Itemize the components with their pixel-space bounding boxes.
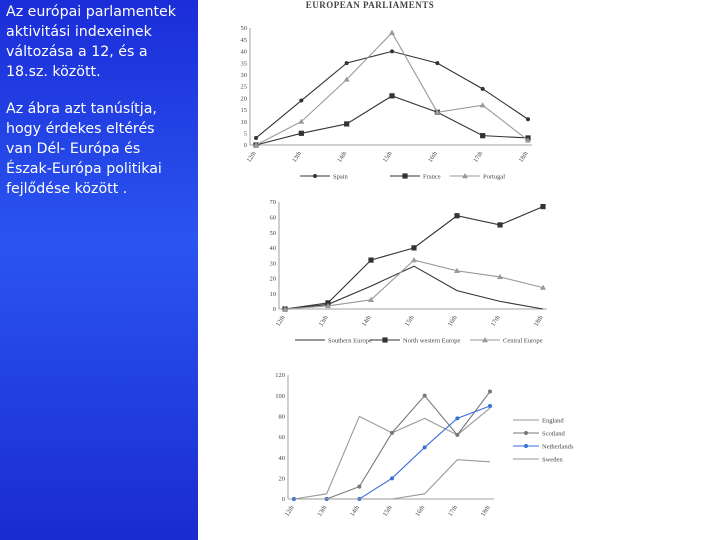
- y-tick-label: 60: [278, 434, 285, 442]
- legend-label: Scotland: [542, 430, 565, 438]
- y-tick-label: 35: [240, 60, 247, 68]
- chart-european-parliaments: [240, 0, 570, 190]
- x-tick-label: 16th: [414, 504, 427, 518]
- x-tick-label: 14th: [360, 314, 373, 328]
- legend-marker: [524, 444, 528, 448]
- y-tick-label: 10: [240, 118, 247, 126]
- data-point: [526, 117, 530, 121]
- legend-label: France: [423, 173, 441, 181]
- data-point: [454, 213, 459, 218]
- data-point: [390, 431, 394, 435]
- data-point: [435, 61, 439, 65]
- data-point: [481, 87, 485, 91]
- data-point: [299, 131, 304, 136]
- data-point: [345, 61, 349, 65]
- y-tick-label: 120: [275, 372, 285, 380]
- slide-text-line: változása a 12, és a: [6, 44, 148, 60]
- data-point: [480, 102, 486, 107]
- y-tick-label: 40: [240, 48, 247, 56]
- legend-label: Central Europe: [503, 337, 543, 345]
- data-point: [357, 485, 361, 489]
- y-tick-label: 5: [243, 130, 247, 138]
- x-tick-label: 17th: [489, 314, 502, 328]
- x-tick-label: 18th: [517, 150, 530, 164]
- data-point: [254, 136, 258, 140]
- legend-label: Southern Europe: [328, 337, 372, 345]
- y-tick-label: 25: [240, 83, 247, 91]
- legend-label: Portugal: [483, 173, 506, 181]
- data-point: [344, 121, 349, 126]
- y-tick-label: 45: [240, 36, 247, 44]
- x-tick-label: 16th: [446, 314, 459, 328]
- y-tick-label: 20: [240, 95, 247, 103]
- x-tick-label: 14th: [348, 504, 362, 518]
- y-tick-label: 40: [278, 454, 285, 462]
- slide-text-line: hogy érdekes eltérés: [6, 121, 155, 137]
- data-point: [455, 433, 459, 437]
- x-tick-label: 15th: [381, 150, 394, 164]
- data-point: [368, 257, 373, 262]
- x-tick-label: 16th: [426, 150, 440, 164]
- y-tick-label: 40: [269, 245, 276, 253]
- y-tick-label: 10: [269, 290, 276, 298]
- legend-label: Netherlands: [542, 443, 574, 451]
- data-point: [423, 394, 427, 398]
- x-tick-label: 12th: [245, 150, 258, 164]
- y-tick-label: 20: [269, 275, 276, 283]
- x-tick-label: 18th: [479, 504, 492, 518]
- data-point: [411, 245, 416, 250]
- slide-text-line: van Dél- Európa és: [6, 141, 141, 157]
- slide-text-line: Észak-Európa politikai: [6, 161, 162, 177]
- data-point: [389, 30, 395, 35]
- series-line: [256, 96, 528, 145]
- data-point: [540, 204, 545, 209]
- x-tick-label: 13th: [316, 504, 329, 518]
- data-point: [455, 416, 459, 420]
- series-line: [294, 406, 490, 499]
- chart-regions: [255, 192, 585, 352]
- legend-label: Sweden: [542, 456, 563, 464]
- legend-marker: [524, 431, 528, 435]
- y-tick-label: 100: [275, 392, 285, 400]
- slide-text-panel: [0, 0, 198, 540]
- y-tick-label: 50: [269, 229, 276, 237]
- y-tick-label: 80: [278, 413, 285, 421]
- data-point: [480, 133, 485, 138]
- data-point: [423, 445, 427, 449]
- data-point: [390, 476, 394, 480]
- series-line: [294, 392, 490, 499]
- series-line: [285, 266, 543, 309]
- x-tick-label: 13th: [317, 314, 330, 328]
- slide-text-line: Az európai parlamentek: [6, 4, 176, 20]
- legend-marker: [402, 173, 407, 178]
- data-point: [488, 390, 492, 394]
- x-tick-label: 15th: [381, 504, 394, 518]
- x-tick-label: 17th: [472, 150, 485, 164]
- x-tick-label: 13th: [290, 150, 304, 164]
- x-tick-label: 18th: [532, 314, 545, 328]
- data-point: [411, 257, 417, 262]
- slide-paragraph-intro: [6, 2, 176, 82]
- y-tick-label: 50: [240, 25, 247, 33]
- slide-text-line: 18.sz. között.: [6, 64, 101, 80]
- x-tick-label: 17th: [446, 504, 460, 518]
- legend-label: North western Europe: [403, 337, 461, 345]
- x-tick-label: 14th: [336, 150, 349, 164]
- series-line: [294, 408, 490, 499]
- legend-label: England: [542, 417, 564, 425]
- legend-marker: [382, 337, 387, 342]
- y-tick-label: 0: [281, 496, 285, 504]
- x-tick-label: 12th: [274, 314, 287, 328]
- chart-title: EUROPEAN PARLIAMENTS: [305, 0, 435, 10]
- y-tick-label: 70: [269, 199, 276, 207]
- y-tick-label: 30: [240, 72, 247, 79]
- y-tick-label: 0: [243, 142, 247, 150]
- chart-countries: [268, 368, 574, 540]
- slide-text-line: Az ábra azt tanúsítja,: [6, 101, 157, 117]
- data-point: [299, 99, 303, 103]
- x-tick-label: 12th: [283, 504, 296, 518]
- y-tick-label: 60: [269, 214, 276, 222]
- y-tick-label: 0: [272, 306, 276, 314]
- data-point: [390, 49, 394, 53]
- slide-text-line: aktivitási indexeinek: [6, 24, 152, 40]
- slide-paragraph-conclusion: [6, 99, 162, 199]
- slide-text-line: fejlődése között .: [6, 181, 128, 197]
- data-point: [488, 404, 492, 408]
- y-tick-label: 30: [269, 260, 276, 268]
- y-tick-label: 15: [240, 107, 247, 115]
- legend-marker: [313, 174, 317, 178]
- legend-label: Spain: [333, 173, 348, 181]
- data-point: [497, 222, 502, 227]
- x-tick-label: 15th: [403, 314, 416, 328]
- y-tick-label: 20: [278, 475, 285, 483]
- data-point: [389, 93, 394, 98]
